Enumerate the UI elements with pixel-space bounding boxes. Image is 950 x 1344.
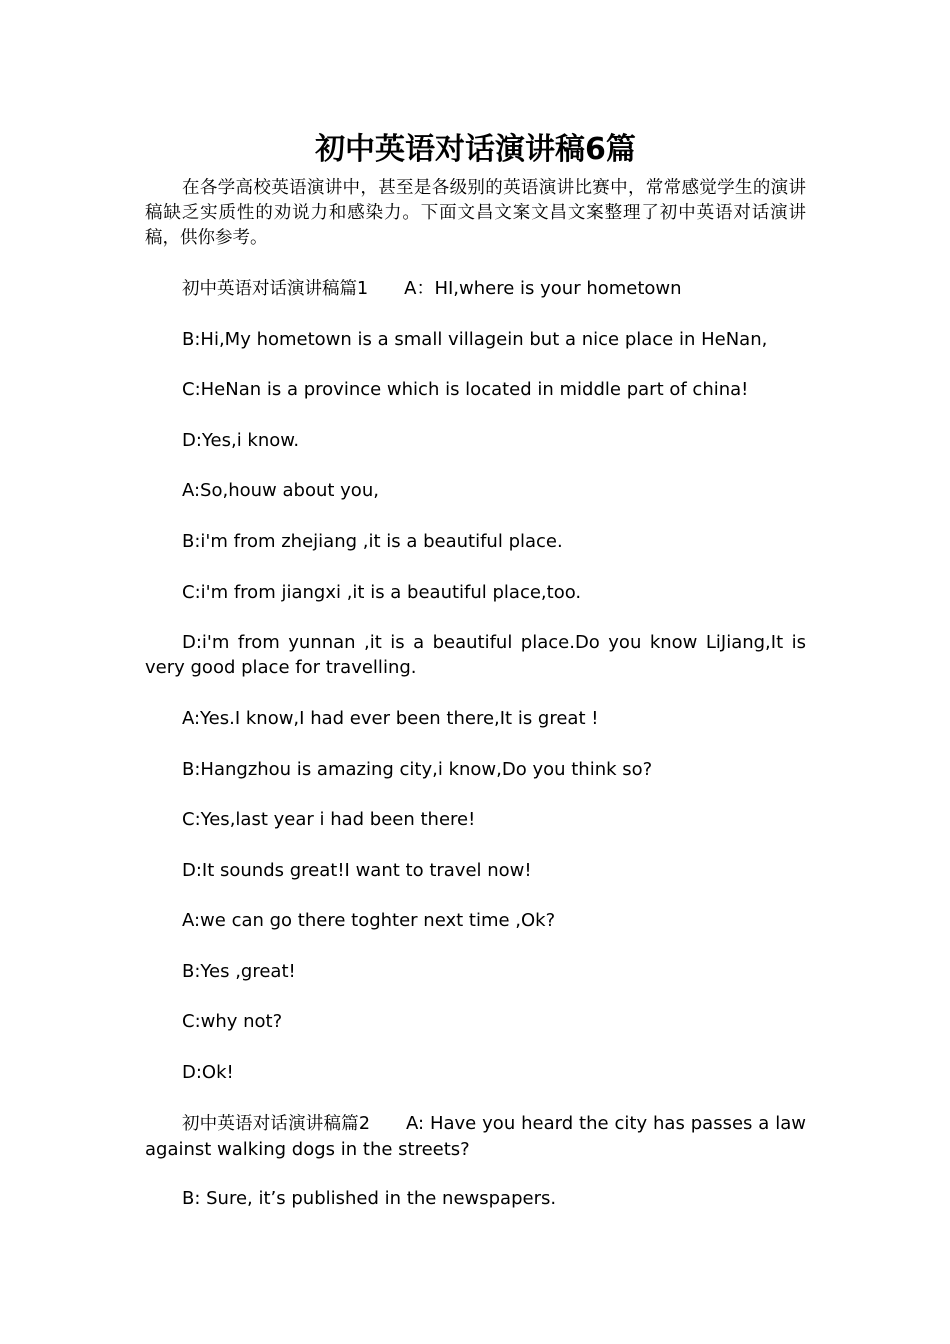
dialogue-line: C:HeNan is a province which is located in middle part of china! <box>182 379 749 400</box>
dialogue-line: B:i'm from zhejiang ,it is a beautiful place. <box>182 531 563 552</box>
dialogue-line: D:i'm from yunnan ,it is a beautiful place.Do you know LiJiang,It is very good place for travelling. <box>145 632 806 678</box>
section1-first-paragraph <box>145 276 806 302</box>
dialogue-line: B:Hi,My hometown is a small villagein but a nice place in HeNan, <box>182 329 768 350</box>
dialogue-line: B:Hangzhou is amazing city,i know,Do you think so? <box>182 759 653 780</box>
intro-paragraph: 在各学高校英语演讲中，甚至是各级别的英语演讲比赛中，常常感觉学生的演讲稿缺乏实质性的劝说力和感染力。下面文昌文案文昌文案整理了初中英语对话演讲稿，供你参考。 <box>145 178 806 248</box>
section2-first-paragraph <box>145 1111 806 1162</box>
section2-heading: 初中英语对话演讲稿篇2 <box>182 1114 370 1134</box>
dialogue-line: C:why not? <box>182 1011 283 1032</box>
dialogue-line: B: Sure, it’s published in the newspapers. <box>182 1188 557 1209</box>
dialogue-line: B:Yes ,great! <box>182 961 296 982</box>
dialogue-line: D:Ok! <box>182 1062 234 1083</box>
dialogue-line: D:Yes,i know. <box>182 430 300 451</box>
dialogue-line: A:So,houw about you, <box>182 480 379 501</box>
document-title: 初中英语对话演讲稿6篇 <box>315 132 636 167</box>
section1-heading: 初中英语对话演讲稿篇1 <box>182 279 369 299</box>
section2-first-line: A: Have you heard the city has passes a law against walking dogs in the streets? <box>145 1113 806 1160</box>
dialogue-line: A:Yes.I know,I had ever been there,It is great ! <box>182 708 599 729</box>
dialogue-line: A:we can go there toghter next time ,Ok? <box>182 910 556 931</box>
dialogue-line: C:Yes,last year i had been there! <box>182 809 476 830</box>
dialogue-line: C:i'm from jiangxi ,it is a beautiful place,too. <box>182 582 582 603</box>
section1-first-line: A：HI,where is your hometown <box>404 278 682 299</box>
dialogue-line: D:It sounds great!I want to travel now! <box>182 860 532 881</box>
